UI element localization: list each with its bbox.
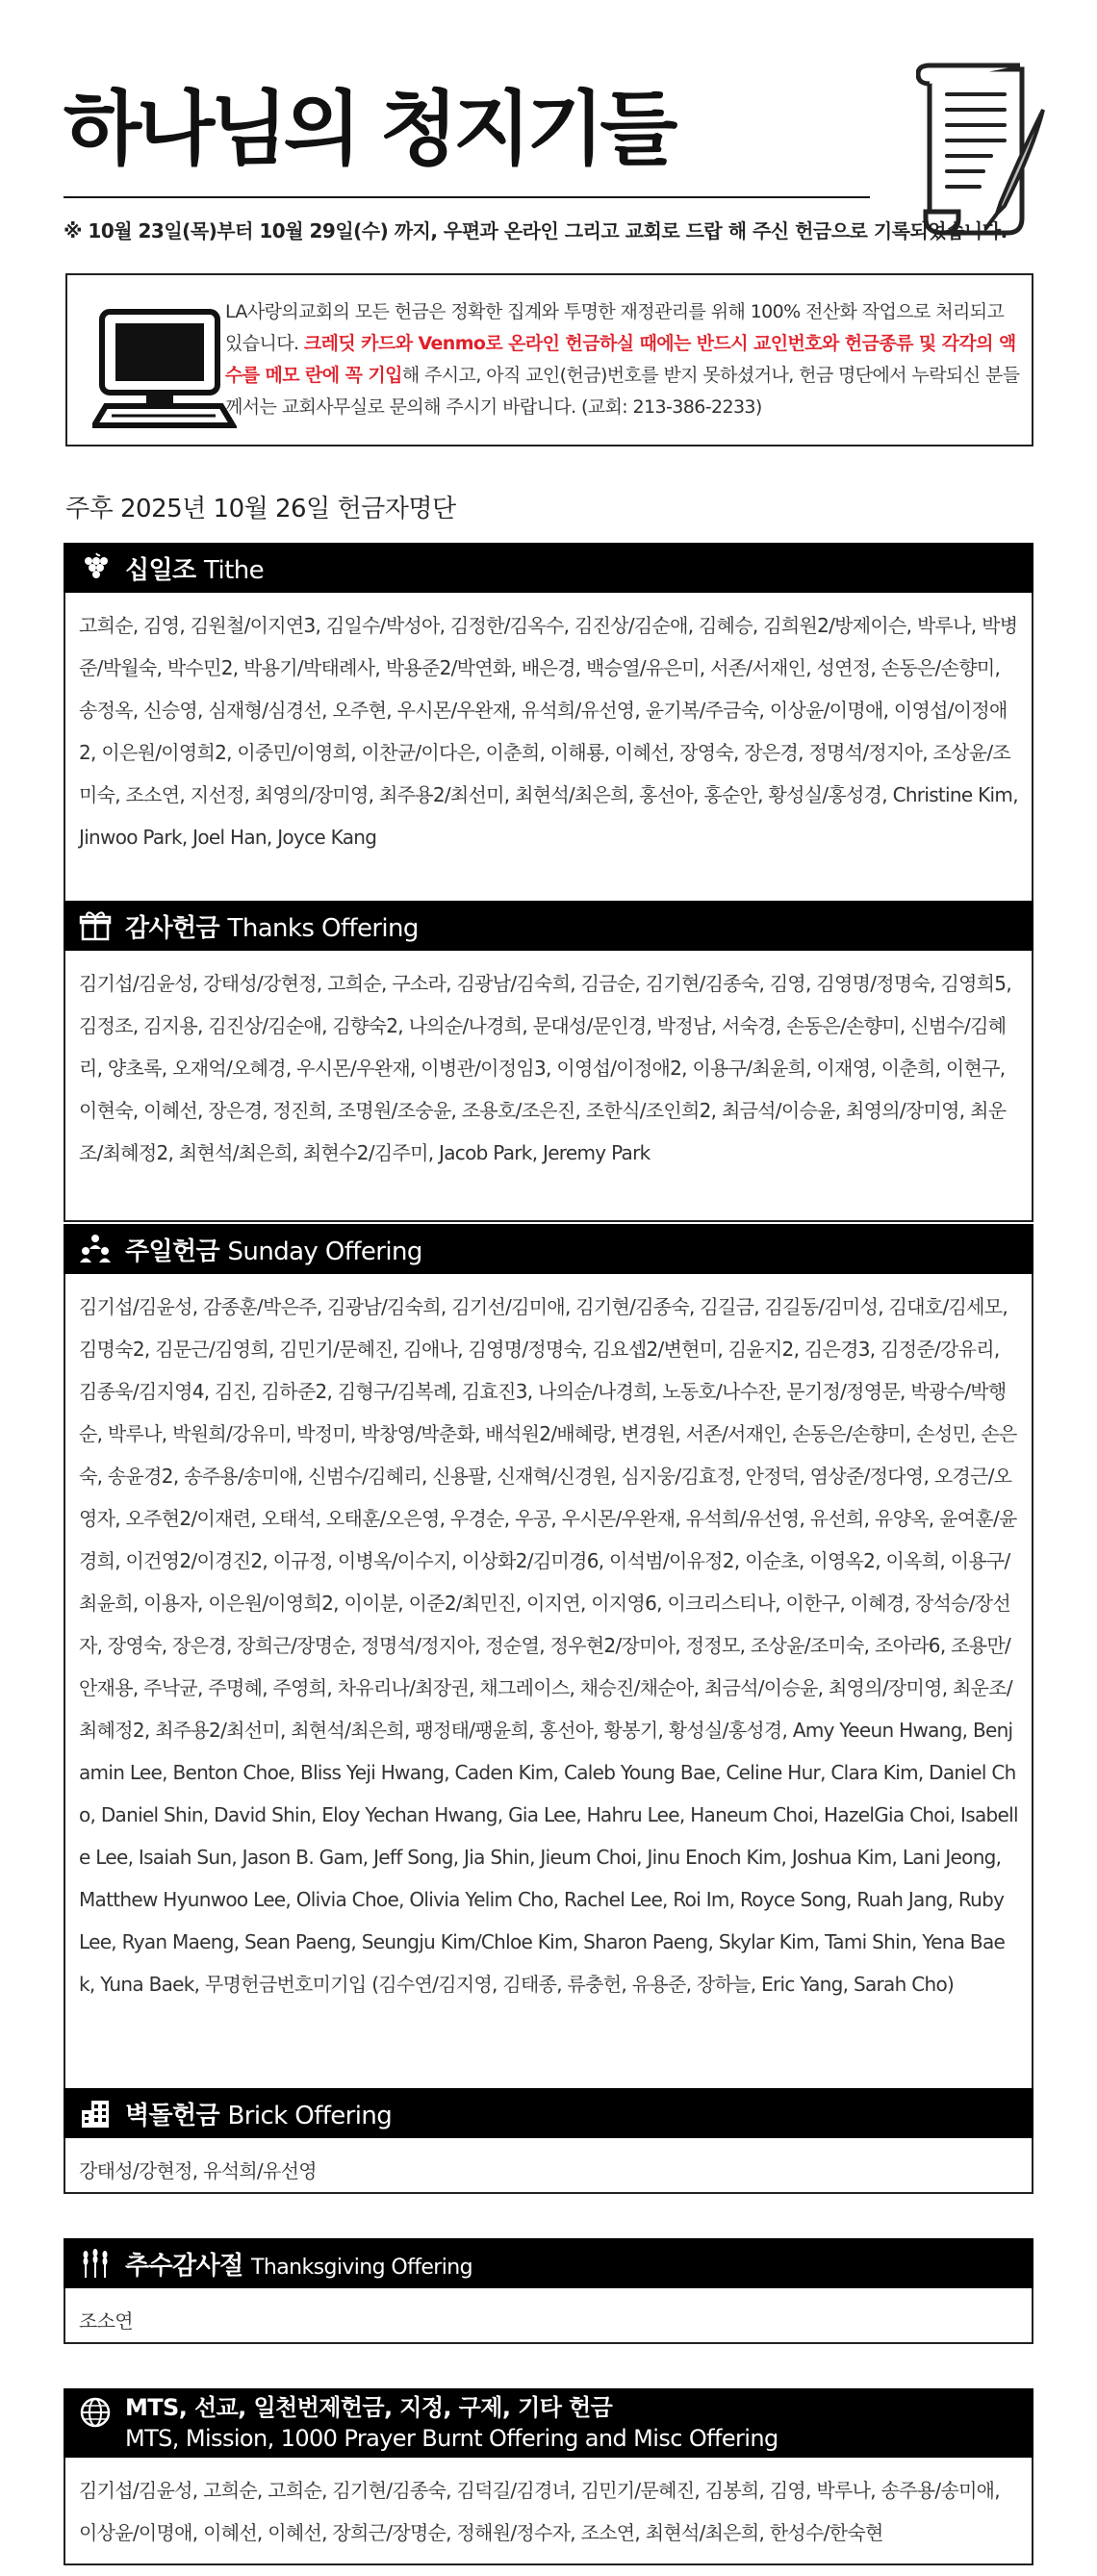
tithe-section bbox=[64, 543, 1033, 920]
harvest-section bbox=[64, 2238, 1033, 2344]
sunday-header bbox=[64, 1224, 1033, 1274]
harvest-title-en: Thanksgiving Offering bbox=[251, 2255, 472, 2280]
thanks-title-ko: 감사헌금 bbox=[125, 913, 220, 943]
info-text bbox=[225, 296, 1024, 423]
date-heading: 주후 2025년 10월 26일 헌금자명단 bbox=[65, 495, 456, 523]
harvest-title-ko: 추수감사절 bbox=[125, 2251, 243, 2281]
brick-header bbox=[64, 2088, 1033, 2138]
info-highlight: 크레딧 카드와 Venmo로 온라인 헌금하실 때에는 반드시 교인번호와 헌금종류 및 각각의 액수를 메모 란에 꼭 기입 bbox=[225, 333, 1016, 386]
thanks-title-en: Thanks Offering bbox=[227, 913, 419, 943]
info-text-part1: LA사랑의교회의 모든 헌금은 정확한 집계와 투명한 재정관리를 위해 100% 전산화 작업으로 처리되고 있습니다. bbox=[225, 301, 1005, 354]
tithe-header bbox=[64, 543, 1033, 593]
misc-title-ko: MTS, 선교, 일천번제헌금, 지정, 구제, 기타 헌금 bbox=[125, 2394, 613, 2421]
recording-period-note: ※ 10월 23일(목)부터 10월 29일(수) 까지, 우편과 온라인 그리고 교회로 드랍 해 주신 헌금으로 기록되었습니다. bbox=[64, 219, 1008, 242]
building-icon bbox=[79, 2097, 112, 2130]
thanks-header bbox=[64, 901, 1033, 951]
brick-title-ko: 벽돌헌금 bbox=[125, 2101, 220, 2130]
misc-names: 김기섭/김윤성, 고희순, 고희순, 김기현/김종숙, 김덕길/김경녀, 김민기/문혜진, 김봉희, 김영, 박루나, 송주용/송미애, 이상윤/이명애, 이혜선, 이혜선, 장희근/장명순, 정해원/정수자, 조소연, 최현석/최은희, 한성수/한숙현 bbox=[64, 2458, 1033, 2565]
harvest-title bbox=[125, 2246, 472, 2282]
brick-title bbox=[125, 2096, 392, 2131]
tithe-title bbox=[125, 550, 264, 586]
grapes-icon bbox=[79, 551, 112, 584]
thanks-title bbox=[125, 908, 419, 944]
sunday-title-en: Sunday Offering bbox=[227, 1237, 422, 1266]
sunday-names: 김기섭/김윤성, 감종훈/박은주, 김광남/김숙희, 김기선/김미애, 김기현/김종숙, 김길금, 김길동/김미성, 김대호/김세모, 김명숙2, 김문근/김영희, 김민기/문혜진, 김애나, 김영명/정명숙, 김요셉2/변현미, 김윤지2, 김은경3, 김정준/강유리, 김종욱/김지영4, 김진, 김하준2, 김형구/김복례, 김효진3, 나의순/나경희, 노동호/나수잔, 문기정/정영문, 박광수/박행순, 박루나, 박원희/강유미, 박정미, 박창영/박춘화, 배석원2/배혜랑, 변경원, 서존/서재인, 손동은/손향미, 손성민, 손은숙, 송윤경2, 송주용/송미애, 신범수/김혜리, 신용팔, 신재혁/신경원, 심지웅/김효정, 안정덕, 염상준/정다영, 오경근/오영자, 오주현2/이재련, 오태석, 오태훈/오은영, 우경순, 우공, 우시몬/우완재, 유석희/유선영, 유선희, 유양옥, 윤여훈/윤경희, 이건영2/이경진2, 이규정, 이병옥/이수지, 이상화2/김미경6, 이석범/이유정2, 이순초, 이영옥2, 이옥희, 이용구/최윤희, 이용자, 이은원/이영희2, 이이분, 이준2/최민진, 이지연, 이지영6, 이크리스티나, 이한구, 이혜경, 장석승/장선자, 장영숙, 장은경, 장희근/장명순, 정명석/정지아, 정순열, 정우현2/장미아, 정정모, 조상윤/조미숙, 조아라6, 조용만/안재용, 주낙균, 주명혜, 주영희, 차유리나/최장권, 채그레이스, 채승진/채순아, 최금석/이승윤, 최영의/장미영, 최운조/최혜정2, 최주용2/최선미, 최현석/최은희, 팽정태/팽윤희, 홍선아, 황봉기, 황성실/홍성경, Amy Yeeun Hwang, Benjamin Lee, Benton Choe, Bliss Yeji Hwang, Caden Kim, Caleb Young Bae, Celine Hur, Clara Kim, Daniel Cho, Daniel Shin, David Shin, Eloy Yechan Hwang, Gia Lee, Hahru Lee, Haneum Choi, HazelGia Choi, Isabelle Lee, Isaiah Sun, Jason B. Gam, Jeff Song, Jia Shin, Jieum Choi, Jinu Enoch Kim, Joshua Kim, Lani Jeong, Matthew Hyunwoo Lee, Olivia Choe, Olivia Yelim Cho, Rachel Lee, Roi Im, Royce Song, Ruah Jang, Ruby Lee, Ryan Maeng, Sean Paeng, Seungju Kim/Chloe Kim, Sharon Paeng, Skylar Kim, Tami Shin, Yena Baek, Yuna Baek, 무명헌금번호미기입 (김수연/김지영, 김태종, 류충헌, 유용준, 장하늘, Eric Yang, Sarah Cho) bbox=[64, 1274, 1033, 2090]
computer-icon bbox=[92, 308, 237, 429]
info-box bbox=[65, 273, 1033, 446]
gift-icon bbox=[79, 909, 112, 942]
tithe-title-en: Tithe bbox=[204, 555, 264, 585]
harvest-header bbox=[64, 2238, 1033, 2288]
globe-icon bbox=[79, 2396, 112, 2429]
tithe-names: 고희순, 김영, 김원철/이지연3, 김일수/박성아, 김정한/김옥수, 김진상/김순애, 김혜승, 김희원2/방제이슨, 박루나, 박병준/박월숙, 박수민2, 박용기/박태례사, 박용준2/박연화, 배은경, 백승열/유은미, 서존/서재인, 성연정, 손동은/손향미, 송정옥, 신승영, 심재형/심경선, 오주현, 우시몬/우완재, 유석희/유선영, 윤기복/주금숙, 이상윤/이명애, 이영섭/이정애2, 이은원/이영희2, 이중민/이영희, 이찬균/이다은, 이춘희, 이해룡, 이혜선, 장영숙, 장은경, 정명석/정지아, 조상윤/조미숙, 조소연, 지선정, 최영의/장미영, 최주용2/최선미, 최현석/최은희, 홍선아, 홍순안, 황성실/홍성경, Christine Kim, Jinwoo Park, Joel Han, Joyce Kang bbox=[64, 593, 1033, 920]
people-icon bbox=[79, 1233, 112, 1265]
thanks-names: 김기섭/김윤성, 강태성/강현정, 고희순, 구소라, 김광남/김숙희, 김금순, 김기현/김종숙, 김영, 김영명/정명숙, 김영희5, 김정조, 김지용, 김진상/김순애, 김향숙2, 나의순/나경희, 문대성/문인경, 박정남, 서숙경, 손동은/손향미, 신범수/김혜리, 양초록, 오재억/오혜경, 우시몬/우완재, 이병관/이정임3, 이영섭/이정애2, 이용구/최윤희, 이재영, 이춘희, 이현구, 이현숙, 이혜선, 장은경, 정진희, 조명원/조숭윤, 조용호/조은진, 조한식/조인희2, 최금석/이승윤, 최영의/장미영, 최운조/최혜정2, 최현석/최은희, 최현수2/김주미, Jacob Park, Jeremy Park bbox=[64, 951, 1033, 1222]
brick-section bbox=[64, 2088, 1033, 2194]
page-title: 하나님의 청지기들 bbox=[64, 82, 674, 176]
misc-title-en: MTS, Mission, 1000 Prayer Burnt Offering and Misc Offering bbox=[125, 2425, 778, 2452]
thanks-section bbox=[64, 901, 1033, 1222]
sunday-title-ko: 주일헌금 bbox=[125, 1237, 220, 1266]
misc-section bbox=[64, 2388, 1033, 2565]
sunday-title bbox=[125, 1232, 422, 1267]
brick-names: 강태성/강현정, 유석희/유선영 bbox=[64, 2138, 1033, 2194]
wheat-icon bbox=[79, 2247, 112, 2280]
brick-title-en: Brick Offering bbox=[227, 2101, 393, 2130]
misc-title bbox=[125, 2392, 778, 2454]
info-text-part2: 해 주시고, 아직 교인(헌금)번호를 받지 못하셨거나, 헌금 명단에서 누락되신 분들께서는 교회사무실로 문의해 주시기 바랍니다. (교회: 213-386-2233) bbox=[225, 365, 1020, 418]
title-underline bbox=[64, 196, 870, 198]
sunday-section bbox=[64, 1224, 1033, 2090]
misc-header bbox=[64, 2388, 1033, 2458]
harvest-names: 조소연 bbox=[64, 2288, 1033, 2344]
tithe-title-ko: 십일조 bbox=[125, 555, 196, 585]
